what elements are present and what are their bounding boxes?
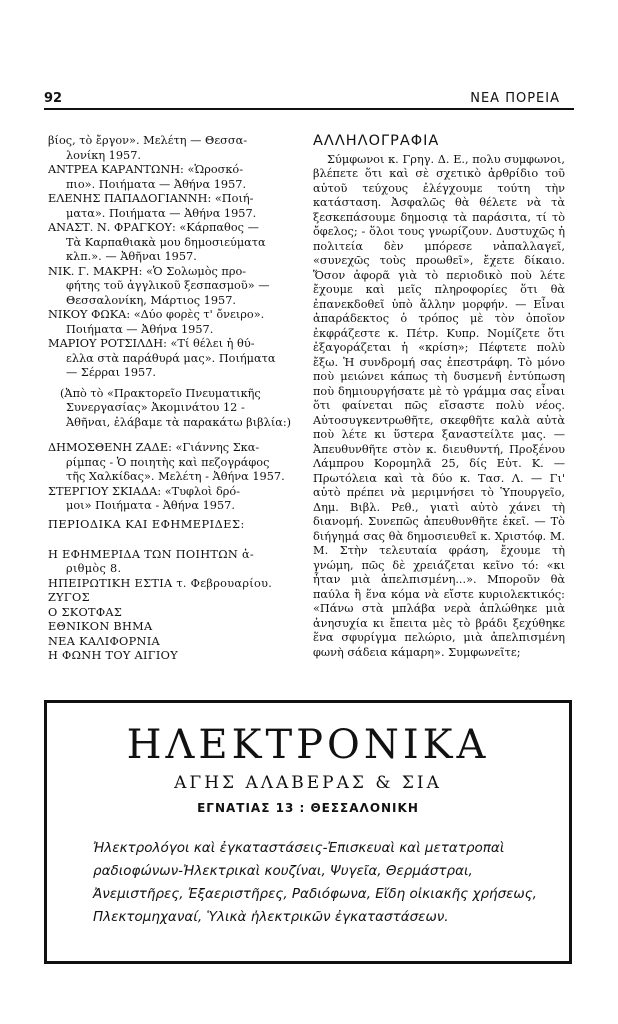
book-entry-line: μοι» Ποιήματα - Ἀθήνα 1957. [66,499,235,513]
correspondence-title: ΑΛΛΗΛΟΓΡΑΦΙΑ [313,133,440,149]
periodical-item: ΕΘΝΙΚΟΝ ΒΗΜΑ [48,620,153,634]
ad-title: ΗΛΕΚΤΡΟΝΙΚΑ [126,722,490,768]
page-number: 92 [44,90,63,106]
ad-description: Ἠλεκτρολόγοι καὶ ἐγκαταστάσεις-Ἐπισκευαὶ καὶ μετατροπαὶ ραδιοφώνων-Ἠλεκτρικαὶ κουζίναι, Ψυγεῖα, Θερμάστραι, Ἀνεμιστῆρες, Ἐξαεριστῆρες, Ραδιόφωνα, Εἴδη οἰκιακῆς χρήσεως, Πλεκτομηχαναί, Ὑλικὰ ἠλεκτρικῶν ἐγκαταστάσεων. [93,840,537,925]
book-entry-line: ΝΙΚΟΥ ΦΩΚΑ: «Δύο φορὲς τ' ὄνειρο». [48,308,265,321]
periodical-item: Η ΕΦΗΜΕΡΙΔΑ ΤΩΝ ΠΟΙΗΤΩΝ ἀ- [48,547,255,561]
book-entry-line: λονίκη 1957. [66,148,142,162]
periodical-item: Ο ΣΚΟΤΦΑΣ [48,605,123,619]
page-header [44,86,560,110]
book-entry-line: ΕΛΕΝΗΣ ΠΑΠΑΔΟΓΙΑΝΝΗ: «Ποιή- [48,192,254,205]
periodical-item: ΗΠΕΙΡΩΤΙΚΗ ΕΣΤΙΑ τ. Φεβρουαρίου. [48,576,273,590]
ad-company: ΑΓΗΣ ΑΛΑΒΕΡΑΣ & ΣΙΑ [174,773,442,793]
ad-address: ΕΓΝΑΤΙΑΣ 13 : ΘΕΣΣΑΛΟΝΙΚΗ [197,801,419,815]
advertisement-box [44,700,572,964]
periodical-item: ΝΕΑ ΚΑΛΙΦΟΡΝΙΑ [48,634,160,648]
book-entry-line: ΑΝΑΣΤ. Ν. ΦΡΑΓΚΟΥ: «Κάρπαθος — [48,221,259,234]
book-entry-line: πιο». Ποιήματα — Ἀθήνα 1957. [66,177,247,191]
right-column [313,134,565,660]
book-entry-line: ρίμπας - Ὁ ποιητὴς καὶ πεζογράφος [66,455,270,469]
book-entry-line: κλπ.». — Ἀθῆναι 1957. [66,250,197,263]
book-entry-line: βίος, τὸ ἔργον». Μελέτη — Θεσσα- [48,134,248,147]
book-entry-line: ΝΙΚ. Γ. ΜΑΚΡΗ: «Ὁ Σολωμὸς προ- [48,264,247,278]
book-entry-line: ΣΤΕΡΓΙΟΥ ΣΚΙΑΔΑ: «Τυφλοὶ δρό- [48,484,241,498]
book-entry-line: — Σέρραι 1957. [66,366,156,379]
book-entry-line: φήτης τοῦ ἀγγλικοῦ ξεσπασμοῦ» — [66,279,270,292]
book-entry-line: ΔΗΜΟΣΘΕΝΗ ΖΑΔΕ: «Γιάννης Σκα- [48,441,260,455]
periodical-item: ΖΥΓΟΣ [48,591,90,605]
periodical-item: ριθμὸς 8. [66,562,122,576]
agency-note: (Ἀπὸ τὸ «Πρακτορεῖο Πνευματικῆς Συνεργασίας» Ἀκομινάτου 12 - Ἀθῆναι, ἐλάβαμε τὰ παρακάτω βιβλία:) [60,386,292,429]
book-entry-line: ΜΑΡΙΟΥ ΡΟΤΣΙΛΔΗ: «Τί θέλει ἡ θύ- [48,337,255,350]
book-entry-line: Ποιήματα — Ἀθήνα 1957. [66,322,214,336]
left-column [48,134,292,664]
book-entry-line: ελλα στὰ παράθυρά μας». Ποιήματα [66,351,276,365]
running-title: ΝΕΑ ΠΟΡΕΙΑ [470,90,560,106]
correspondence-body [313,153,565,661]
book-entry-line: Τὰ Καρπαθιακὰ μου δημοσιεύματα [66,235,266,249]
correspondence-text: Σύμφωνοι κ. Γρηγ. Δ. Ε., πολυ συμφωνοι, βλέπετε ὅτι καὶ σὲ σχετικὸ ἀρθρίδιο τοῦ αὐτοῦ τεύχους ἐλέγχουμε τούτη τὴν κατάσταση. Ἀσφαλῶς θὰ θέλετε νὰ τὰ ξεσκεπάσουμε δημοσιᾳ τὰ παράσιτα, τί τὸ ὄφελος; - ὅλοι τους γνωρίζουν. Δυστυχῶς ἡ πολιτεία δὲν μπόρεσε νἀπαλλαγεῖ, «συνεχῶς τοὺς προωθεῖ», ἔχετε δίκαιο. Ὅσον ἀφορᾶ γιὰ τὸ περιοδικὸ ποὺ λέτε ἔχουμε καὶ μεῖς πληροφορίες ὅτι θὰ ἐπανεκδοθεῖ ὑπὸ ἄλλην μορφήν. — Εἶναι ἀπαράδεκτος ὁ τρόπος μὲ τὸν ὁποῖον ἐκφράζεστε κ. Πέτρ. Κυπρ. Νομίζετε ὅτι ἐξαγοράζεται ἡ «κρίση»; Πέφτετε πολὺ ἔξω. Ἡ συνδρομή σας ἐπεστράφη. Τὸ μόνο ποὺ μειώνει κάπως τὴ δυσμενῆ ἐντύπωση ποὺ δημιουργήσατε μὲ τὸ γράμμα σας εἶναι ὅτι φαίνεται πῶς εἴσαστε πολὺ νέος. Αὐτοσυγκεντρωθῆτε, σκεφθῆτε καλὰ αὐτὰ ποὺ λέτε κι ὕστερα ξαναστείλτε μας. — Ἀπευθυνθῆτε στὸν κ. διευθυντή, Προξένου Λάμπρου Κορομηλᾶ 25, δίς Εὐτ. Κ. — Πρωτόλεια καὶ τὰ δύο κ. Τασ. Λ. — Γι' αὐτὸ πρέπει νὰ μεριμνήσει τὸ Ὑπουργεῖο, Δημ. Βιβλ. Ρεθ., γιατὶ αὐτὸ χάνει τὴ διανομή. Συνεπῶς ἀπευθυνθῆτε ἐκεῖ. — Τὸ διήγημά σας θὰ δημοσιευθεῖ κ. Χριστόφ. Μ. Μ. Στὴν τελευταία φράση, ἔχουμε τὴ γνώμη, πῶς δὲ χρειάζεται κεῖνο τό: «κι ἦταν μιὰ ἀπελπισμένη...». Μποροῦν θὰ παύλα ἢ ἕνα κόμα νὰ εἴστε κυριολεκτικός: «Πάνω στὰ μπλάβα νερὰ ἁπλώθηκε μιὰ ἀνησυχία κι ἔπειτα μὲς τὸ βράδι ξεχύθηκε ἕνα σφυρίγμα πελώριο, μιὰ ἀπελπισμένη φωνὴ σάδεια κάμαρη». Συμφωνεῖτε; [313,152,565,659]
book-entry-line: τῆς Χαλκίδας». Μελέτη - Ἀθήνα 1957. [66,470,285,484]
book-entry-line: ματα». Ποιήματα — Ἀθήνα 1957. [66,206,257,220]
periodicals-heading: ΠΕΡΙΟΔΙΚΑ ΚΑΙ ΕΦΗΜΕΡΙΔΕΣ: [48,517,245,531]
book-entry-line: Θεσσαλονίκη, Μάρτιος 1957. [66,293,237,307]
header-rule [44,108,574,110]
book-entry-line: ΑΝΤΡΕΑ ΚΑΡΑΝΤΩΝΗ: «Ὡροσκό- [48,163,244,176]
periodical-item: Η ΦΩΝΗ ΤΟΥ ΑΙΓΙΟΥ [48,649,178,663]
